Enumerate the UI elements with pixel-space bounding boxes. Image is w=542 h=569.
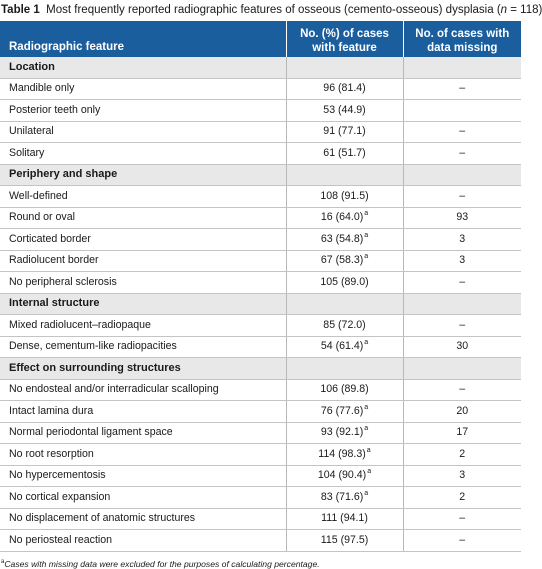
feature-cell: No root resorption: [0, 444, 286, 466]
feature-cell: Round or oval: [0, 207, 286, 229]
table-row: [0, 207, 521, 229]
missing-cell: 3: [403, 250, 521, 272]
cases-cell: [286, 186, 403, 208]
cases-cell: [286, 207, 403, 229]
footnote-marker: a: [364, 425, 369, 433]
section-missing-cell: [403, 57, 521, 78]
cases-value: 61 (51.7): [323, 146, 366, 159]
footnote-marker: a: [364, 489, 369, 497]
feature-cell: Radiolucent border: [0, 250, 286, 272]
section-cases-cell: [286, 293, 403, 315]
feature-cell: Posterior teeth only: [0, 100, 286, 122]
missing-cell: 17: [403, 422, 521, 444]
missing-cell: 20: [403, 401, 521, 423]
cases-value: 115 (97.5): [320, 533, 369, 546]
cases-cell: [286, 100, 403, 122]
table-row: [0, 315, 521, 337]
feature-cell: Well-defined: [0, 186, 286, 208]
table-row: [0, 250, 521, 272]
table-caption-text: Most frequently reported radiographic features of osseous (cemento-osseous) dysplasia (: [46, 4, 501, 16]
table-footnote: [0, 552, 521, 569]
feature-cell: No periosteal reaction: [0, 530, 286, 552]
table-row: [0, 336, 521, 358]
section-cases-cell: [286, 358, 403, 380]
cases-cell: [286, 487, 403, 509]
missing-cell: –: [403, 78, 521, 100]
cases-cell: [286, 336, 403, 358]
feature-cell: No endosteal and/or interradicular scalloping: [0, 379, 286, 401]
section-missing-cell: [403, 164, 521, 186]
table-caption-n-symbol: n: [500, 4, 508, 16]
missing-cell: –: [403, 121, 521, 143]
section-header-row: [0, 358, 521, 380]
footnote-marker: a: [367, 468, 372, 476]
feature-cell: Intact lamina dura: [0, 401, 286, 423]
missing-cell: 93: [403, 207, 521, 229]
missing-cell: 30: [403, 336, 521, 358]
table-row: [0, 186, 521, 208]
section-cases-cell: [286, 164, 403, 186]
table-row: [0, 487, 521, 509]
table-row: [0, 530, 521, 552]
cases-value: 111 (94.1): [321, 512, 368, 524]
table-caption-n-value: = 118): [507, 4, 542, 16]
section-header-row: [0, 57, 521, 78]
table-row: [0, 143, 521, 165]
column-header-missing: No. of cases with data missing: [403, 21, 521, 57]
section-title: Location: [0, 57, 286, 78]
missing-cell: –: [403, 315, 521, 337]
table-header-row: [0, 21, 521, 57]
section-title: Periphery and shape: [0, 164, 286, 186]
missing-cell: –: [403, 143, 521, 165]
section-title: Effect on surrounding structures: [0, 358, 286, 380]
cases-value: 16 (64.0): [320, 211, 364, 223]
footnote-marker: a: [364, 339, 369, 347]
feature-cell: Dense, cementum-like radiopacities: [0, 336, 286, 358]
missing-cell: –: [403, 272, 521, 294]
cases-value: 54 (61.4): [320, 340, 364, 352]
cases-cell: [286, 229, 403, 251]
cases-cell: [286, 444, 403, 466]
cases-value: 93 (92.1): [320, 426, 364, 438]
column-header-cases: No. (%) of cases with feature: [286, 21, 403, 57]
cases-cell: [286, 78, 403, 100]
missing-cell: –: [403, 186, 521, 208]
feature-cell: No cortical expansion: [0, 487, 286, 509]
table-header: [0, 21, 521, 57]
footnote-marker: a: [364, 253, 369, 261]
feature-cell: Corticated border: [0, 229, 286, 251]
cases-cell: [286, 530, 403, 552]
feature-cell: No displacement of anatomic structures: [0, 508, 286, 530]
table-caption: [0, 0, 542, 21]
section-title: Internal structure: [0, 293, 286, 315]
cases-cell: [286, 143, 403, 165]
cases-cell: [286, 250, 403, 272]
missing-cell: 3: [403, 465, 521, 487]
footnote-marker: a: [364, 210, 369, 218]
table-row: [0, 121, 521, 143]
section-cases-cell: [286, 57, 403, 78]
table-row: [0, 100, 521, 122]
table-row: [0, 508, 521, 530]
section-missing-cell: [403, 358, 521, 380]
cases-value: 108 (91.5): [320, 189, 369, 202]
table-row: [0, 78, 521, 100]
cases-value: 67 (58.3): [320, 254, 364, 266]
footnote-text: Cases with missing data were excluded for the purposes of calculating percentage.: [4, 558, 320, 569]
cases-value: 91 (77.1): [323, 125, 366, 137]
cases-value: 104 (90.4): [317, 469, 367, 481]
feature-cell: Normal periodontal ligament space: [0, 422, 286, 444]
missing-cell: –: [403, 530, 521, 552]
cases-cell: [286, 401, 403, 423]
footnote-marker: a: [366, 446, 371, 454]
table-row: [0, 229, 521, 251]
missing-cell: –: [403, 379, 521, 401]
cases-value: 96 (81.4): [323, 82, 366, 94]
radiographic-features-table: [0, 21, 521, 552]
footnote-marker: a: [364, 403, 369, 411]
table-body: [0, 57, 521, 551]
feature-cell: No hypercementosis: [0, 465, 286, 487]
table-row: [0, 379, 521, 401]
cases-cell: [286, 272, 403, 294]
table-row: [0, 422, 521, 444]
table-row: [0, 444, 521, 466]
missing-cell: [403, 100, 521, 122]
cases-value: 105 (89.0): [320, 275, 369, 288]
table-row: [0, 401, 521, 423]
footnote-mark: a: [1, 558, 5, 565]
table-row: [0, 272, 521, 294]
cases-cell: [286, 465, 403, 487]
cases-value: 83 (71.6): [320, 490, 364, 503]
feature-cell: Unilateral: [0, 121, 286, 143]
feature-cell: Mixed radiolucent–radiopaque: [0, 315, 286, 337]
missing-cell: 2: [403, 487, 521, 509]
table-row: [0, 465, 521, 487]
cases-value: 106 (89.8): [320, 383, 369, 395]
cases-cell: [286, 379, 403, 401]
table-caption-label: Table 1: [1, 4, 40, 16]
cases-cell: [286, 315, 403, 337]
cases-value: 53 (44.9): [323, 103, 366, 116]
section-header-row: [0, 164, 521, 186]
missing-cell: –: [403, 508, 521, 530]
cases-value: 63 (54.8): [320, 232, 364, 245]
column-header-feature: Radiographic feature: [0, 21, 286, 57]
section-missing-cell: [403, 293, 521, 315]
cases-cell: [286, 121, 403, 143]
footnote-marker: a: [364, 231, 369, 239]
missing-cell: 3: [403, 229, 521, 251]
cases-cell: [286, 422, 403, 444]
cases-value: 76 (77.6): [320, 404, 364, 417]
cases-cell: [286, 508, 403, 530]
missing-cell: 2: [403, 444, 521, 466]
feature-cell: Mandible only: [0, 78, 286, 100]
cases-value: 85 (72.0): [323, 318, 366, 331]
feature-cell: Solitary: [0, 143, 286, 165]
cases-value: 114 (98.3): [318, 447, 366, 460]
feature-cell: No peripheral sclerosis: [0, 272, 286, 294]
section-header-row: [0, 293, 521, 315]
